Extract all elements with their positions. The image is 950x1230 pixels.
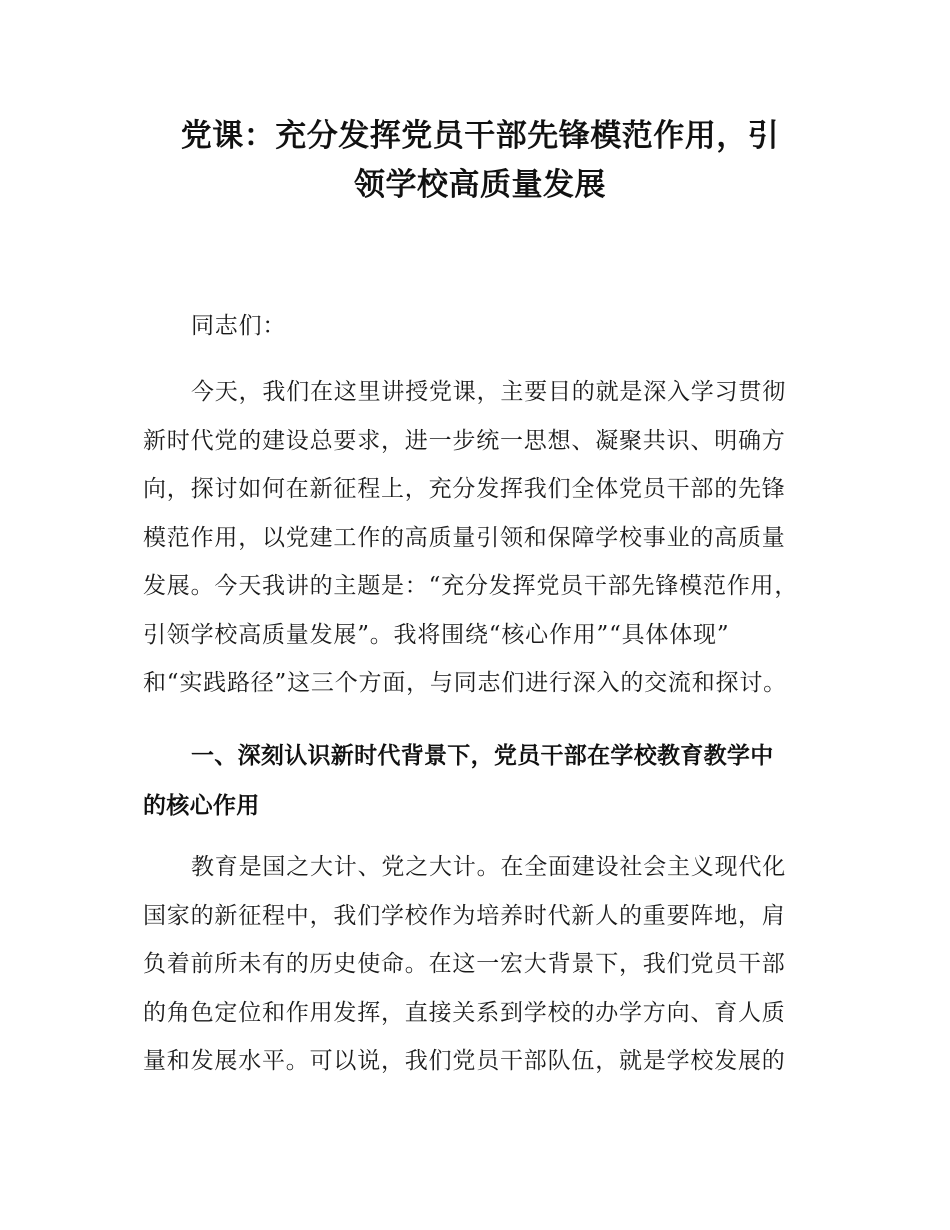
paragraph-line: 的角色定位和作用发挥，直接关系到学校的办学方向、育人质 [143, 999, 786, 1026]
paragraph-intro [143, 368, 833, 708]
title-line-1: 党课：充分发挥党员干部先锋模范作用，引 [180, 118, 780, 154]
paragraph-section-1 [143, 843, 833, 1086]
paragraph-line: 向，探讨如何在新征程上，充分发挥我们全体党员干部的先锋 [143, 476, 786, 502]
paragraph-line: 发展。今天我讲的主题是：“充分发挥党员干部先锋模范作用， [143, 573, 799, 599]
document-title [140, 112, 820, 209]
paragraph-line: 今天，我们在这里讲授党课，主要目的就是深入学习贯彻 [191, 379, 786, 405]
paragraph-line: 国家的新征程中，我们学校作为培养时代新人的重要阵地，肩 [143, 902, 786, 929]
heading-line: 一、深刻认识新时代背景下，党员干部在学校教育教学中 [191, 743, 774, 769]
greeting-text: 同志们： [191, 313, 287, 339]
section-1-heading [143, 731, 833, 831]
greeting [143, 302, 833, 351]
title-line-2: 领学校高质量发展 [354, 166, 606, 203]
paragraph-line: 量和发展水平。可以说，我们党员干部队伍，就是学校发展的 [143, 1048, 786, 1074]
paragraph-line: 引领学校高质量发展”。我将围绕“核心作用”“具体体现” [143, 621, 730, 648]
paragraph-line: 模范作用，以党建工作的高质量引领和保障学校事业的高质量 [143, 524, 786, 551]
paragraph-line: 新时代党的建设总要求，进一步统一思想、凝聚共识、明确方 [143, 427, 786, 454]
heading-line: 的核心作用 [143, 793, 260, 819]
paragraph-line: 和“实践路径”这三个方面，与同志们进行深入的交流和探讨。 [143, 670, 787, 696]
paragraph-line: 负着前所未有的历史使命。在这一宏大背景下，我们党员干部 [143, 951, 786, 977]
paragraph-line: 教育是国之大计、党之大计。在全面建设社会主义现代化 [191, 854, 786, 880]
